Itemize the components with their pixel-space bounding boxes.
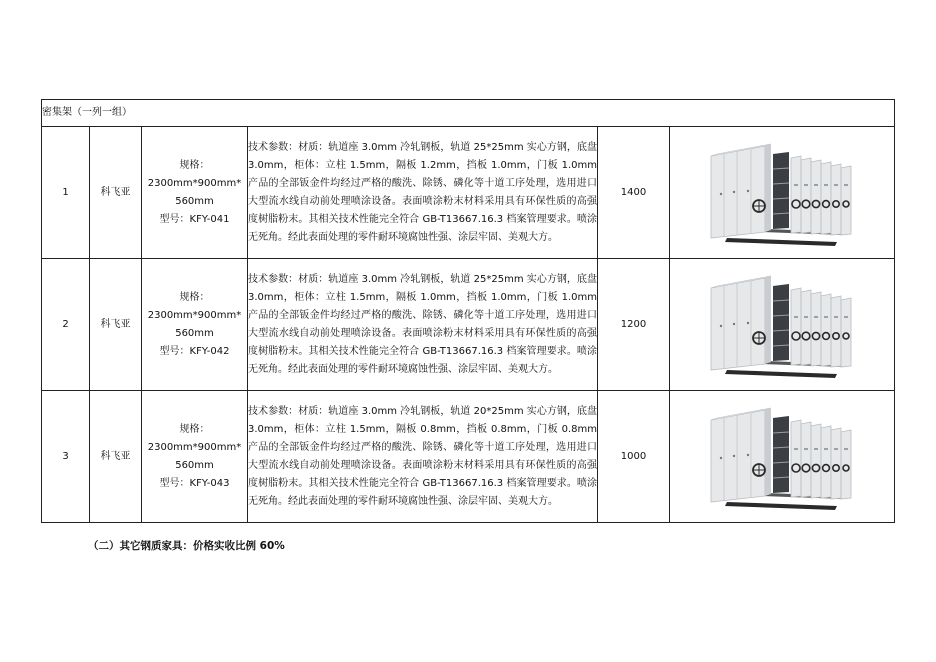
table-title-row <box>42 100 895 127</box>
spec-cell <box>142 391 248 523</box>
spec-label: 规格： <box>179 291 210 303</box>
spec-size-line-1: 2300mm*900mm* <box>147 309 242 321</box>
spec-size-line-2: 560mm <box>175 195 214 207</box>
spec-size-line-1: 2300mm*900mm* <box>147 177 242 189</box>
spec-size-line-1: 2300mm*900mm* <box>147 441 242 453</box>
spec-size-line-2: 560mm <box>175 459 214 471</box>
price-value: 1000 <box>598 391 670 523</box>
tech-description: 技术参数：材质：轨道座 3.0mm 冷轧钢板，轨道 20*25mm 实心方钢，底盘 3.0mm，柜体：立柱 1.5mm，隔板 0.8mm，挡板 0.8mm，门板 0.8mm 产品的全部钣金件均经过严格的酸洗、除锈、磷化等十道工序处理，选用进口大型流水线自动前处理喷涂设备。表面喷涂粉末材料采用具有环保性质的高强度树脂粉末。其相关技术性能完全符合 GB-T13667.16.3 档案管理要求。喷涂无死角。经此表面处理的零件耐环境腐蚀性强、涂层牢固、美观大方。 <box>248 391 598 523</box>
row-number: 1 <box>42 127 90 259</box>
tech-description: 技术参数：材质：轨道座 3.0mm 冷轧钢板，轨道 25*25mm 实心方钢，底盘 3.0mm，柜体：立柱 1.5mm，隔板 1.0mm，挡板 1.0mm，门板 1.0mm 产品的全部钣金件均经过严格的酸洗、除锈、磷化等十道工序处理，选用进口大型流水线自动前处理喷涂设备。表面喷涂粉末材料采用具有环保性质的高强度树脂粉末。其相关技术性能完全符合 GB-T13667.16.3 档案管理要求。喷涂无死角。经此表面处理的零件耐环境腐蚀性强、涂层牢固、美观大方。 <box>248 259 598 391</box>
product-image-cell <box>670 391 895 523</box>
cabinet-illustration <box>697 134 867 252</box>
model-number: 型号：KFY-041 <box>159 213 230 225</box>
product-spec-table <box>41 99 895 523</box>
table-title: 密集架（一列一组） <box>42 100 895 127</box>
price-value: 1200 <box>598 259 670 391</box>
cabinet-illustration <box>697 398 867 516</box>
price-value: 1400 <box>598 127 670 259</box>
mobile-shelving-cabinet-icon <box>670 398 894 516</box>
tech-description: 技术参数：材质：轨道座 3.0mm 冷轧钢板，轨道 25*25mm 实心方钢，底盘 3.0mm，柜体：立柱 1.5mm，隔板 1.2mm，挡板 1.0mm，门板 1.0mm 产品的全部钣金件均经过严格的酸洗、除锈、磷化等十道工序处理，选用进口大型流水线自动前处理喷涂设备。表面喷涂粉末材料采用具有环保性质的高强度树脂粉末。其相关技术性能完全符合 GB-T13667.16.3 档案管理要求。喷涂无死角。经此表面处理的零件耐环境腐蚀性强、涂层牢固、美观大方。 <box>248 127 598 259</box>
mobile-shelving-cabinet-icon <box>670 134 894 252</box>
product-image-cell <box>670 259 895 391</box>
table-row <box>42 259 895 391</box>
mobile-shelving-cabinet-icon <box>670 266 894 384</box>
table-row <box>42 127 895 259</box>
brand-name: 科飞亚 <box>90 127 142 259</box>
brand-name: 科飞亚 <box>90 259 142 391</box>
spec-size-line-2: 560mm <box>175 327 214 339</box>
brand-name: 科飞亚 <box>90 391 142 523</box>
model-number: 型号：KFY-042 <box>159 345 230 357</box>
spec-label: 规格： <box>179 159 210 171</box>
model-number: 型号：KFY-043 <box>159 477 230 489</box>
product-image-cell <box>670 127 895 259</box>
row-number: 3 <box>42 391 90 523</box>
row-number: 2 <box>42 259 90 391</box>
spec-cell <box>142 127 248 259</box>
spec-label: 规格： <box>179 423 210 435</box>
section-note: （二）其它钢质家具：价格实收比例 60% <box>88 540 285 552</box>
table-row <box>42 391 895 523</box>
cabinet-illustration <box>697 266 867 384</box>
spec-cell <box>142 259 248 391</box>
